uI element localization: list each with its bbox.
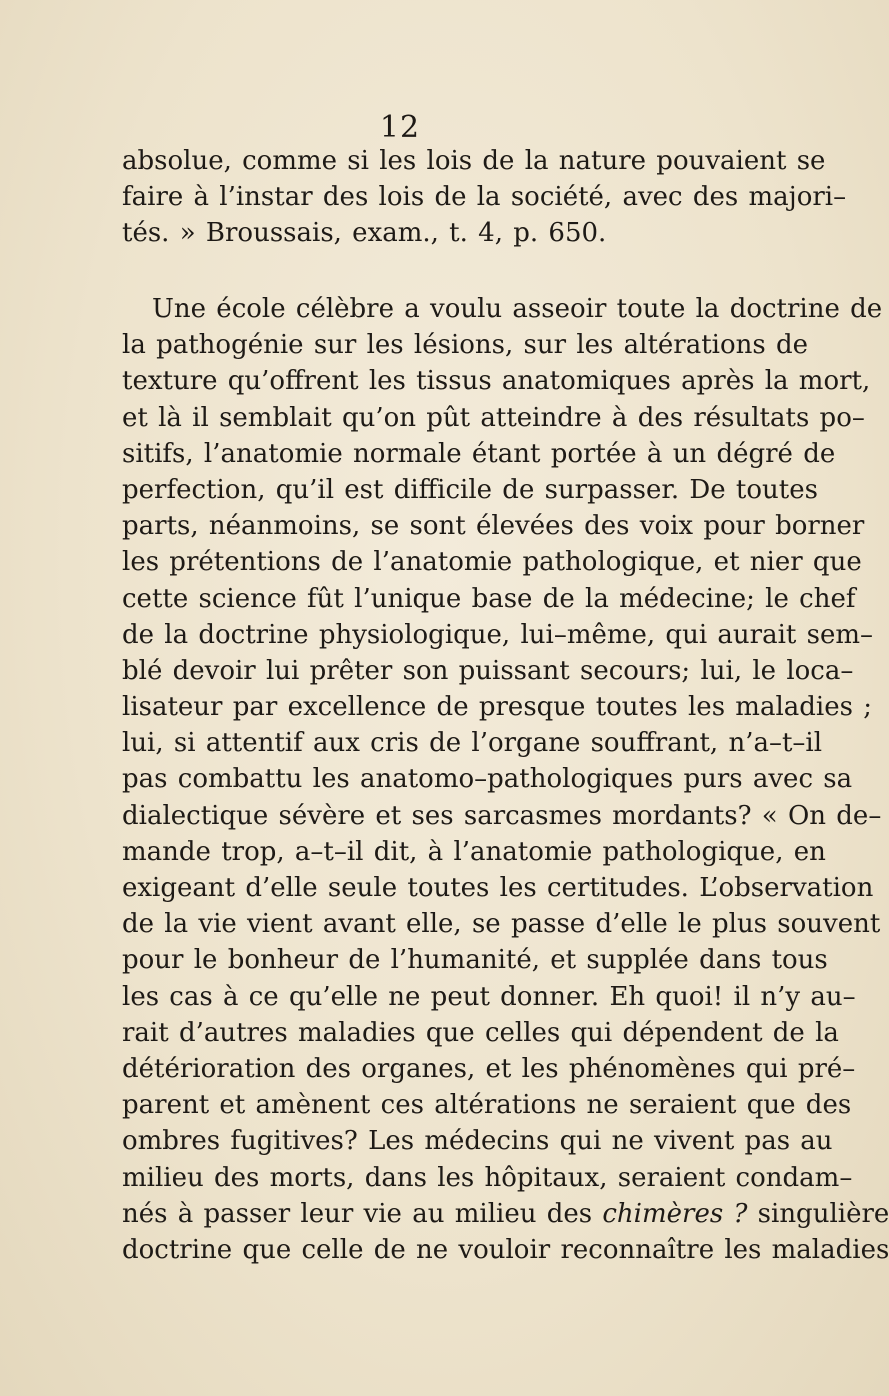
text-line: tés. » Broussais, exam., t. 4, p. 650.: [122, 218, 607, 249]
text-line: les prétentions de l’anatomie pathologique, et nier que: [122, 547, 862, 578]
italic-word: chimères ?: [602, 1198, 748, 1229]
text-line: mande trop, a–t–il dit, à l’anatomie pathologique, en: [122, 836, 826, 867]
text-line: détérioration des organes, et les phénomènes qui pré–: [122, 1053, 856, 1084]
paragraph-main: [122, 291, 889, 1268]
text-line: pas combattu les anatomo–pathologiques purs avec sa: [122, 764, 853, 795]
text-line: parent et amènent ces altérations ne seraient que des: [122, 1090, 852, 1121]
text-line: de la vie vient avant elle, se passe d’elle le plus souvent: [122, 909, 881, 940]
text-line: absolue, comme si les lois de la nature pouvaient se: [122, 146, 826, 176]
text-line: pour le bonheur de l’humanité, et supplée dans tous: [122, 945, 828, 976]
text-line: lui, si attentif aux cris de l’organe souffrant, n’a–t–il: [122, 728, 823, 759]
text-line: sitifs, l’anatomie normale étant portée à un dégré de: [122, 438, 836, 469]
paragraph-continuation: [122, 143, 847, 252]
text-line: les cas à ce qu’elle ne peut donner. Eh quoi! il n’y au–: [122, 981, 856, 1012]
text-line: perfection, qu’il est difficile de surpasser. De toutes: [122, 474, 818, 505]
text-segment: nés à passer leur vie au milieu des: [122, 1198, 593, 1229]
text-line: milieu des morts, dans les hôpitaux, seraient condam–: [122, 1162, 853, 1193]
text-line: lisateur par excellence de presque toutes les maladies ;: [122, 692, 872, 723]
text-line: parts, néanmoins, se sont élevées des voix pour borner: [122, 511, 865, 542]
text-line: dialectique sévère et ses sarcasmes mordants? « On de–: [122, 800, 882, 831]
text-line: et là il semblait qu’on pût atteindre à des résultats po–: [122, 402, 865, 433]
text-line: faire à l’instar des lois de la société, avec des majori–: [122, 182, 847, 213]
text-line: rait d’autres maladies que celles qui dépendent de la: [122, 1017, 839, 1048]
text-line: de la doctrine physiologique, lui–même, qui aurait sem–: [122, 619, 873, 650]
text-line: blé devoir lui prêter son puissant secours; lui, le loca–: [122, 655, 854, 686]
page-number: 12: [379, 110, 421, 145]
text-line: Une école célèbre a voulu asseoir toute la doctrine de: [152, 294, 883, 324]
text-line: doctrine que celle de ne vouloir reconnaître les maladies: [122, 1234, 889, 1265]
text-line: ombres fugitives? Les médecins qui ne vivent pas au: [122, 1126, 833, 1157]
text-line: exigeant d’elle seule toutes les certitudes. L’observation: [122, 873, 874, 903]
text-line: la pathogénie sur les lésions, sur les altérations de: [122, 330, 809, 361]
text-line-mixed: [122, 1196, 889, 1232]
text-segment: singulière: [757, 1198, 889, 1229]
text-line: cette science fût l’unique base de la médecine; le chef: [122, 583, 856, 614]
text-line: texture qu’offrent les tissus anatomiques après la mort,: [122, 366, 871, 397]
